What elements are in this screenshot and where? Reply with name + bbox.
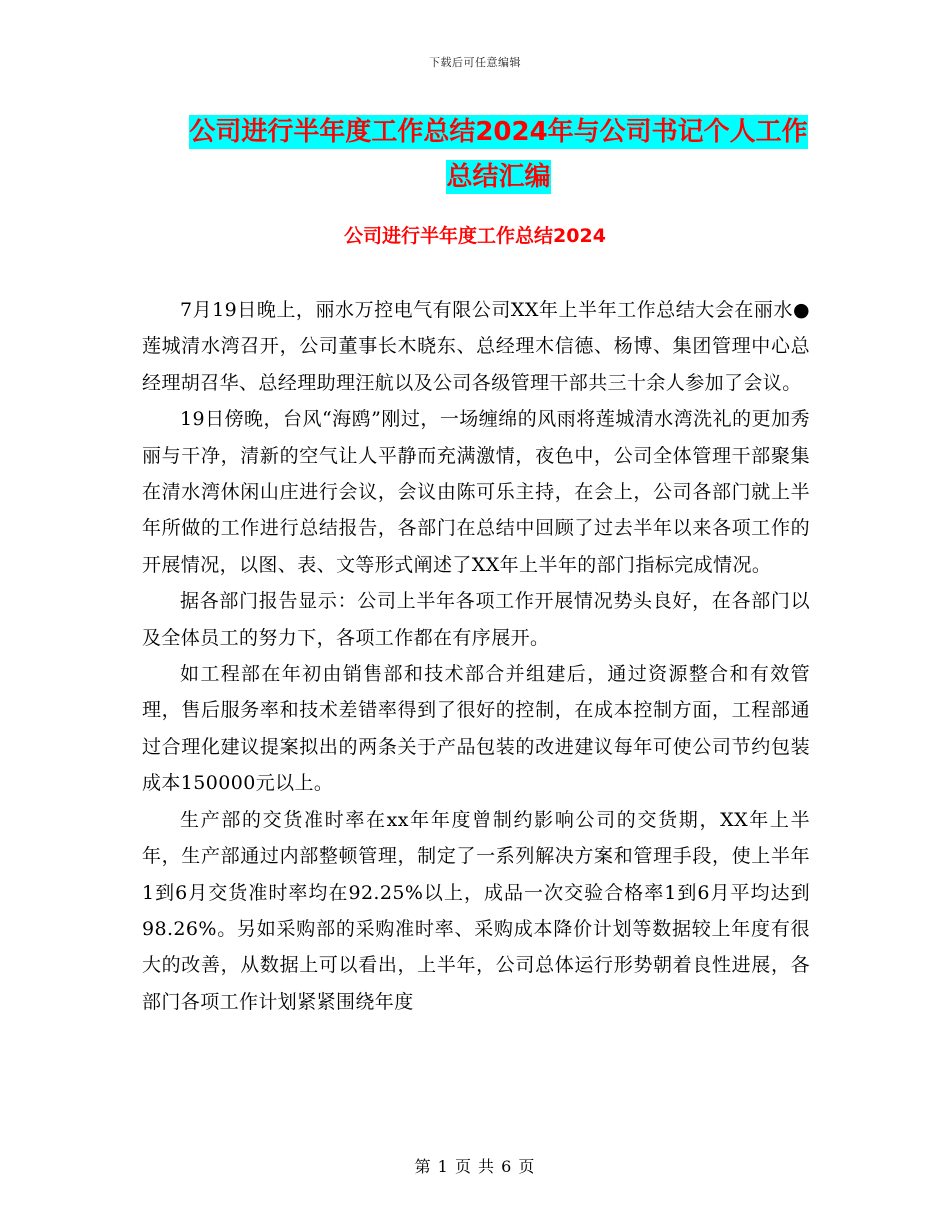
paragraph: 据各部门报告显示：公司上半年各项工作开展情况势头良好，在各部门以及全体员工的努力下，各项工作都在有序展开。: [142, 590, 810, 649]
document-title-line-2: 总结汇编: [446, 162, 551, 192]
paragraph: 7月19日晚上，丽水万控电气有限公司XX年上半年工作总结大会在丽水●莲城清水湾召开，公司董事长木晓东、总经理木信德、杨博、集团管理中心总经理胡召华、总经理助理汪航以及公司各级管理干部共三十余人参加了会议。: [142, 299, 810, 394]
document-title: [186, 110, 811, 200]
document-body: [142, 292, 810, 1020]
document-title-line-1: 公司进行半年度工作总结2024年与公司书记个人工作: [189, 117, 808, 147]
paragraph: 如工程部在年初由销售部和技术部合并组建后，通过资源整合和有效管理，售后服务率和技术差错率得到了很好的控制，在成本控制方面，工程部通过合理化建议提案拟出的两条关于产品包装的改进建议每年可使公司节约包装成本150000元以上。: [142, 663, 810, 795]
header-note: 下载后可任意编辑: [429, 56, 521, 69]
paragraph: 生产部的交货准时率在xx年年度曾制约影响公司的交货期，XX年上半年，生产部通过内部整顿管理，制定了一系列解决方案和管理手段，使上半年1到6月交货准时率均在92.25%以上，成品一次交验合格率1到6月平均达到98.26%。另如采购部的采购准时率、采购成本降价计划等数据较上年度有很大的改善，从数据上可以看出，上半年，公司总体运行形势朝着良性进展，各部门各项工作计划紧紧围绕年度: [142, 808, 810, 1013]
section-title: 公司进行半年度工作总结2024: [344, 225, 606, 247]
page-number-footer: 第 1 页 共 6 页: [414, 1157, 536, 1176]
paragraph: 19日傍晚，台风“海鸥”刚过，一场缠绵的风雨将莲城清水湾洗礼的更加秀丽与干净，清新的空气让人平静而充满激情，夜色中，公司全体管理干部聚集在清水湾休闲山庄进行会议，会议由陈可乐主持，在会上，公司各部门就上半年所做的工作进行总结报告，各部门在总结中回顾了过去半年以来各项工作的开展情况，以图、表、文等形式阐述了XX年上半年的部门指标完成情况。: [142, 408, 810, 576]
